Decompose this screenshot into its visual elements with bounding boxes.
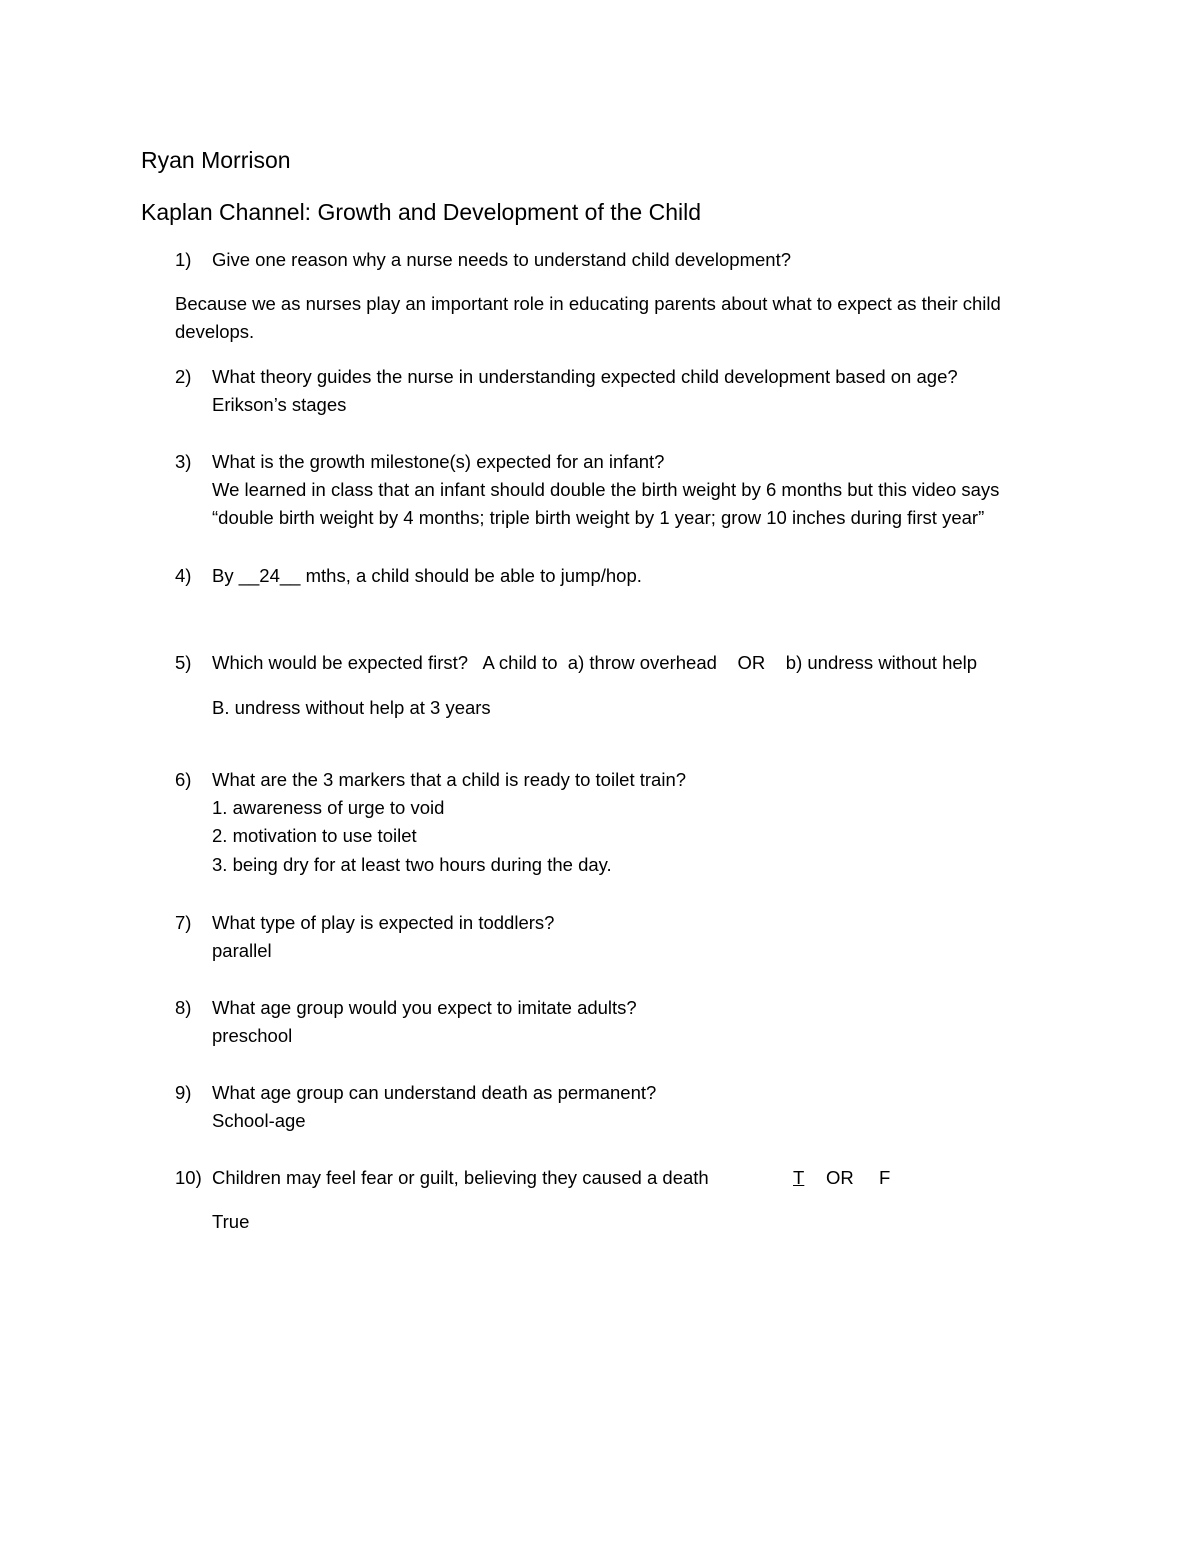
answer-text: We learned in class that an infant should double the birth weight by 6 months but this video says <box>212 479 1000 500</box>
question-text: Give one reason why a nurse needs to understand child development? <box>212 249 792 270</box>
answer-text: Because we as nurses play an important role in educating parents about what to expect as their child <box>175 293 1001 314</box>
question-text: What theory guides the nurse in understanding expected child development based on age? <box>212 366 958 387</box>
question-number: 4) <box>175 565 192 586</box>
question-text: What type of play is expected in toddlers? <box>212 912 555 933</box>
answer-list-item: 1. awareness of urge to void <box>212 797 445 818</box>
question-number: 3) <box>175 451 192 472</box>
question-number: 7) <box>175 912 192 933</box>
option-or: OR <box>826 1167 854 1188</box>
answer-text: develops. <box>175 321 255 342</box>
question-text: What are the 3 markers that a child is ready to toilet train? <box>212 769 687 790</box>
question-number: 10) <box>175 1167 202 1188</box>
question-text: What is the growth milestone(s) expected for an infant? <box>212 451 665 472</box>
question-text <box>212 565 642 587</box>
question-number: 1) <box>175 249 192 270</box>
question-number: 2) <box>175 366 192 387</box>
question-number: 5) <box>175 652 192 673</box>
answer-text: B. undress without help at 3 years <box>212 697 491 718</box>
option-false: F <box>879 1167 891 1188</box>
fill-in-blank-answer: __24__ <box>238 565 301 586</box>
document-title: Kaplan Channel: Growth and Development of the Child <box>141 199 702 225</box>
answer-text: parallel <box>212 940 272 961</box>
answer-text: School-age <box>212 1110 306 1131</box>
question-number: 8) <box>175 997 192 1018</box>
option-true-marked: T <box>793 1167 805 1188</box>
question-number: 6) <box>175 769 192 790</box>
question-text: What age group can understand death as permanent? <box>212 1082 657 1103</box>
question-suffix: mths, a child should be able to jump/hop. <box>300 565 642 586</box>
answer-text: Erikson’s stages <box>212 394 347 415</box>
question-number: 9) <box>175 1082 192 1103</box>
answer-text: True <box>212 1211 250 1232</box>
question-text: What age group would you expect to imitate adults? <box>212 997 637 1018</box>
question-text: Children may feel fear or guilt, believing they caused a death <box>212 1167 709 1188</box>
question-text: Which would be expected first? A child to a) throw overhead OR b) undress without help <box>212 652 978 673</box>
answer-text: preschool <box>212 1025 293 1046</box>
author-name: Ryan Morrison <box>141 147 291 173</box>
question-prefix: By <box>212 565 239 586</box>
answer-text: “double birth weight by 4 months; triple birth weight by 1 year; grow 10 inches during first year” <box>212 507 985 528</box>
answer-list-item: 3. being dry for at least two hours during the day. <box>212 854 612 875</box>
answer-list-item: 2. motivation to use toilet <box>212 825 417 846</box>
